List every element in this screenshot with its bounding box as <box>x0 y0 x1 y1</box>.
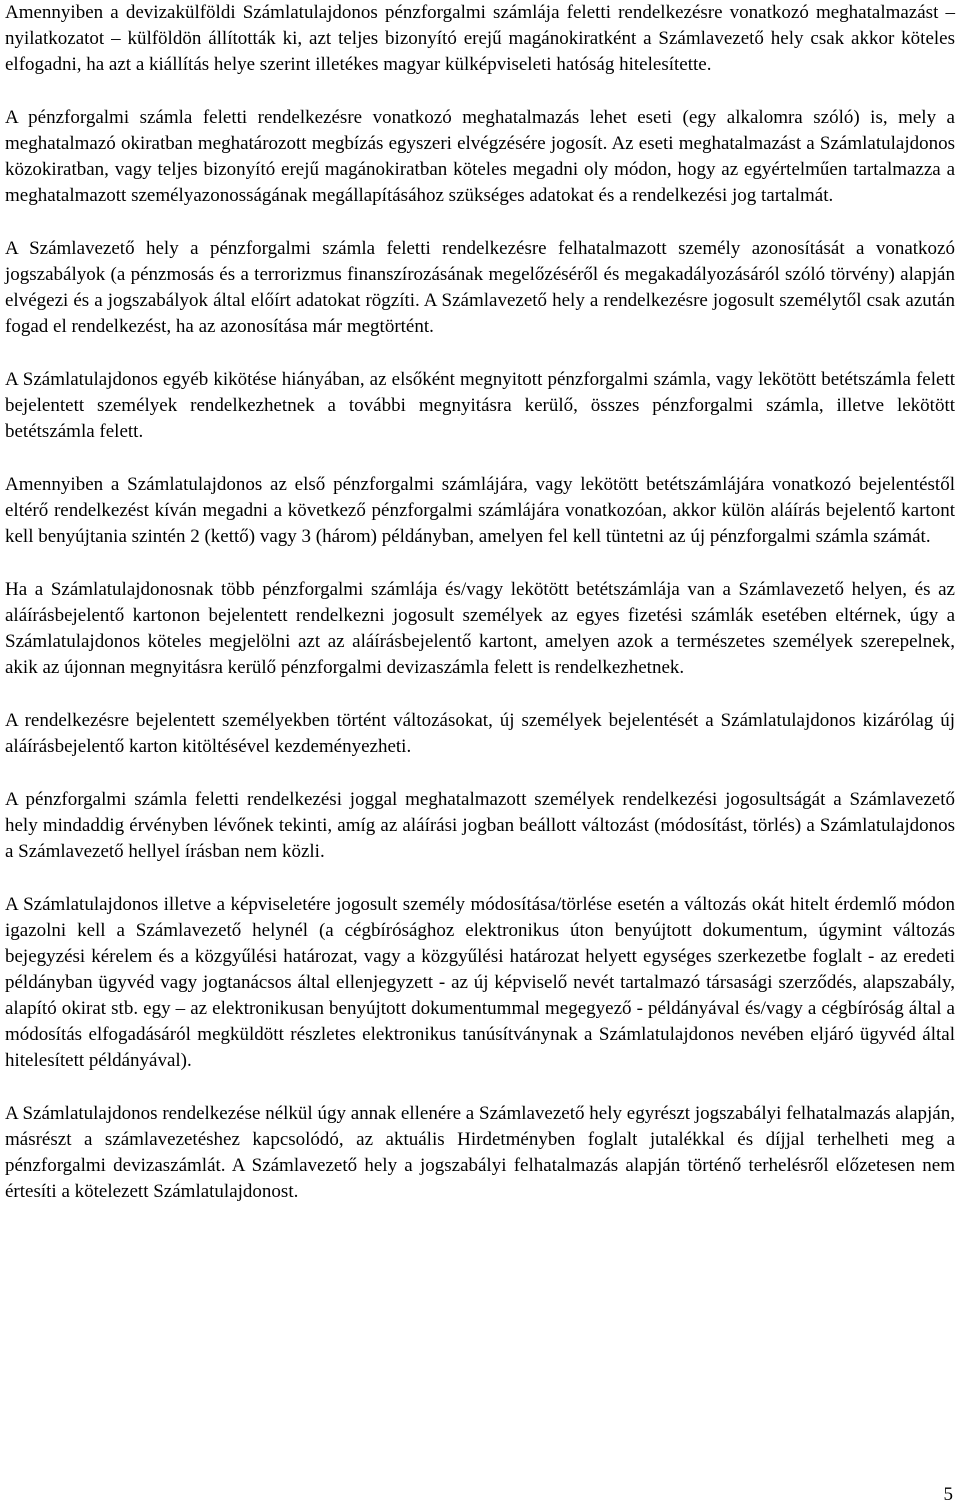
paragraph-identification: A Számlavezető hely a pénzforgalmi számla feletti rendelkezésre felhatalmazott személy azonosítását a vonatkozó jogszabályok (a pénzmosás és a terrorizmus finanszírozásának megelőzéséről és megakadályozásáról szóló törvény) alapján elvégezi és a jogszabályok által előírt adatokat rögzíti. A Számlavezető hely a rendelkezésre jogosult személytől csak azután fogad el rendelkezést, ha az azonosítása már megtörtént. <box>5 238 955 337</box>
paragraph-one-time-authorization: A pénzforgalmi számla feletti rendelkezésre vonatkozó meghatalmazás lehet eseti (egy alkalomra szóló) is, mely a meghatalmazó okiratban meghatározott megbízás egyszeri elvégzésére jogosít. Az eseti meghatalmazást a Számlatulajdonos közokiratban, vagy teljes bizonyító erejű magánokiratban köteles megadni oly módon, hogy az egyértelműen tartalmazza a meghatalmazott személyazonosságának megállapításához szükséges adatokat és a rendelkezési jog tartalmát. <box>5 107 955 206</box>
paragraph-debit-without-instruction: A Számlatulajdonos rendelkezése nélkül úgy annak ellenére a Számlavezető hely egyrészt jogszabályi felhatalmazás alapján, másrészt a számlavezetéshez kapcsolódó, az aktuális Hirdetményben foglalt jutalékkal és díjjal terhelheti meg a pénzforgalmi devizaszámlát. A Számlavezető hely a jogszabályi felhatalmazás alapján történő terhelésről előzetesen nem értesíti a kötelezett Számlatulajdonost. <box>5 1103 955 1202</box>
paragraph-validity-of-rights: A pénzforgalmi számla feletti rendelkezési joggal meghatalmazott személyek rendelkezési jogosultságát a Számlavezető hely mindaddig érvényben lévőnek tekinti, amíg az aláírási jogban beállott változást (módosítást, törlés) a Számlatulajdonos a Számlavezető hellyel írásban nem közli. <box>5 789 955 862</box>
page-number: 5 <box>943 1484 953 1505</box>
paragraph-first-account-rule: A Számlatulajdonos egyéb kikötése hiányában, az elsőként megnyitott pénzforgalmi számla, vagy lekötött betétszámla felett bejelentett személyek rendelkezhetnek a további megnyitásra kerülő, összes pénzforgalmi számla, illetve lekötött betétszámla felett. <box>5 369 955 442</box>
paragraph-representative-change: A Számlatulajdonos illetve a képviseletére jogosult személy módosítása/törlése esetén a változás okát hitelt érdemlő módon igazolni kell a Számlavezető helynél (a cégbírósághoz elektronikus úton benyújtott dokumentum, úgymint változás bejegyzési kérelem és a közgyűlési határozat, vagy a közgyűlési határozat helyett egységes szerkezetbe foglalt - az eredeti példányban ügyvéd vagy jogtanácsos által ellenjegyzett - az új képviselő nevét tartalmazó társasági szerződés, alapszabály, alapító okirat stb. egy – az elektronikusan benyújtott dokumentummal megegyező - példányával és/vagy a cégbíróság által a módosítás elfogadásáról megküldött részletes elektronikus tanúsítványnak a Számlatulajdonos nevében eljáró ügyvéd által hitelesített példányával). <box>5 894 955 1071</box>
paragraph-separate-signature-card: Amennyiben a Számlatulajdonos az első pénzforgalmi számlájára, vagy lekötött betétszámlájára vonatkozó bejelentéstől eltérő rendelkezést kíván megadni a következő pénzforgalmi számlájára vonatkozóan, akkor külön aláírás bejelentő kartont kell benyújtania szintén 2 (kettő) vagy 3 (három) példányban, amelyen fel kell tüntetni az új pénzforgalmi számla számát. <box>5 474 955 547</box>
paragraph-changes-new-card: A rendelkezésre bejelentett személyekben történt változásokat, új személyek bejelentését a Számlatulajdonos kizárólag új aláírásbejelentő karton kitöltésével kezdeményezheti. <box>5 710 955 757</box>
paragraph-multiple-accounts: Ha a Számlatulajdonosnak több pénzforgalmi számlája és/vagy lekötött betétszámlája van a Számlavezető helyen, és az aláírásbejelentő kartonon bejelentett rendelkezni jogosult személyek az egyes fizetési számlák esetében eltérnek, úgy a Számlatulajdonos köteles megjelölni azt az aláírásbejelentő kartont, amelyen azok a természetes személyek szerepelnek, akik az újonnan megnyitásra kerülő pénzforgalmi devizaszámla felett is rendelkezhetnek. <box>5 579 955 678</box>
paragraph-foreign-authorization: Amennyiben a devizakülföldi Számlatulajdonos pénzforgalmi számlája feletti rendelkezésre vonatkozó meghatalmazást – nyilatkozatot – külföldön állították ki, azt teljes bizonyító erejű magánokiratként a Számlavezető hely csak akkor köteles elfogadni, ha azt a kiállítás helye szerint illetékes magyar külképviseleti hatóság hitelesítette. <box>5 2 955 75</box>
document-page <box>5 0 955 1232</box>
